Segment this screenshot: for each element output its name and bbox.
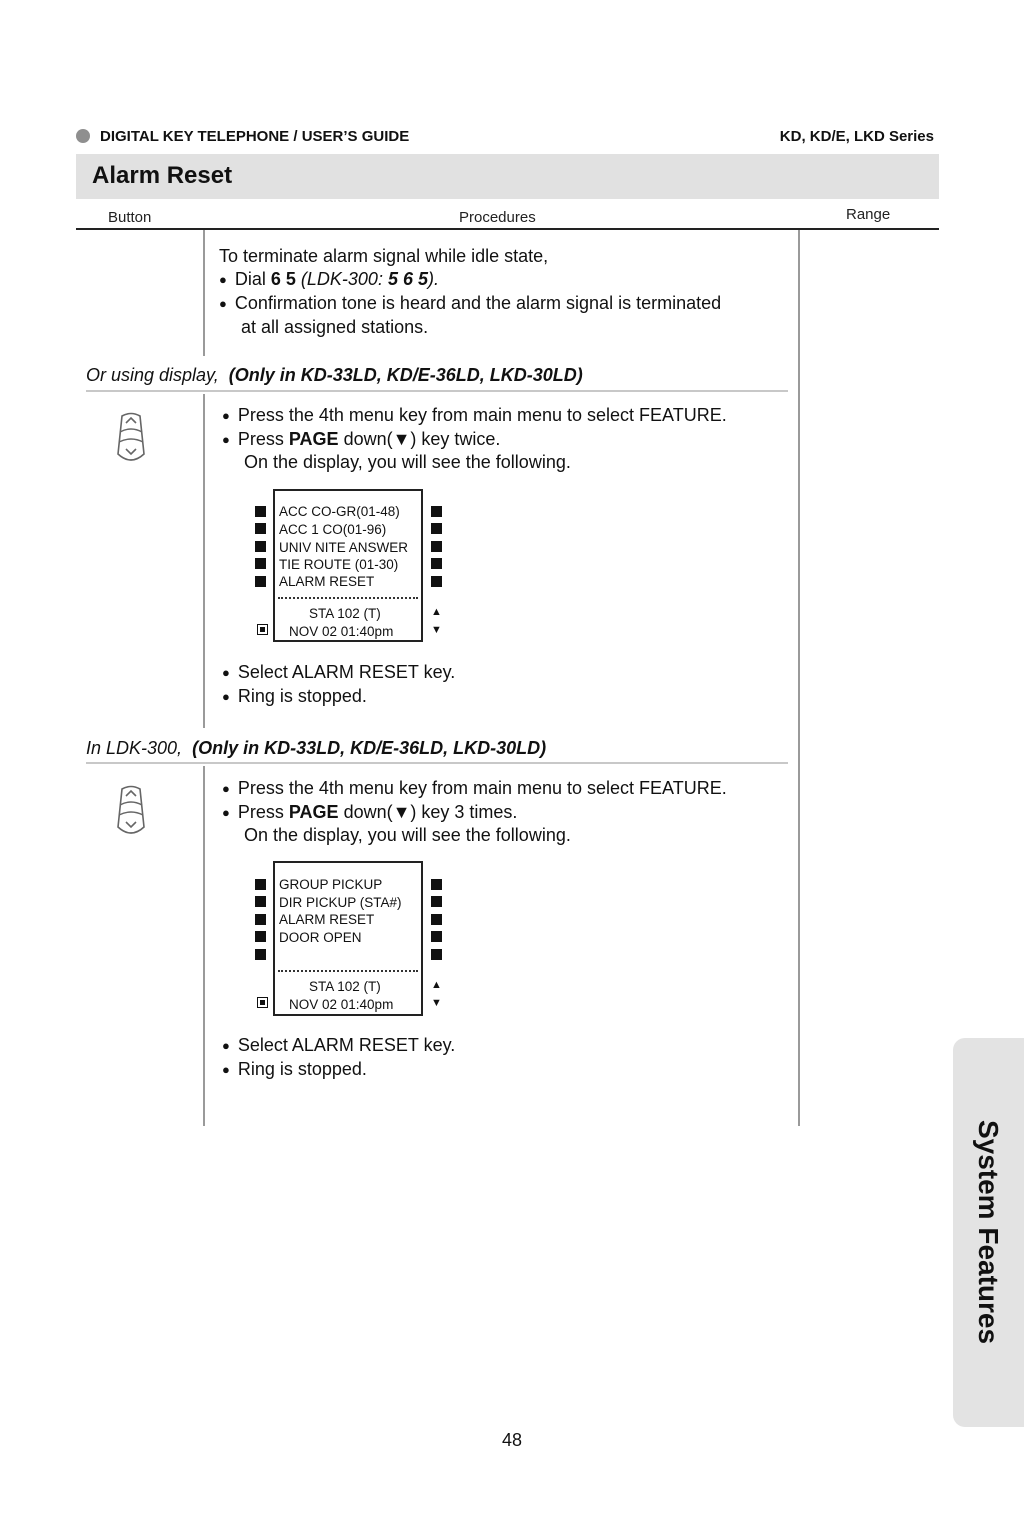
series-label: KD, KD/E, LKD Series bbox=[779, 128, 934, 145]
intro-confirm-continued: at all assigned stations. bbox=[241, 317, 429, 337]
down-arrow-icon: ▼ bbox=[431, 624, 442, 636]
bullet-icon: ● bbox=[219, 296, 227, 311]
soft-key-icon bbox=[255, 879, 266, 890]
lcd-line: ALARM RESET bbox=[279, 574, 375, 589]
lcd-line: ACC 1 CO(01-96) bbox=[279, 522, 387, 537]
bullet-icon: ● bbox=[222, 805, 230, 820]
navigation-key-icon bbox=[110, 783, 152, 841]
soft-key-icon bbox=[431, 576, 442, 587]
intro-dial-step: ● Dial 6 5 (LDK-300: 5 6 5). bbox=[219, 269, 439, 289]
guide-title: DIGITAL KEY TELEPHONE / USER’S GUIDE bbox=[100, 128, 410, 145]
range-divider bbox=[798, 230, 800, 1126]
lcd-line: DOOR OPEN bbox=[279, 930, 362, 945]
soft-key-icon bbox=[431, 931, 442, 942]
section2-step3: ● Select ALARM RESET key. bbox=[222, 1035, 456, 1055]
soft-key-icon bbox=[431, 914, 442, 925]
soft-key-icon bbox=[431, 558, 442, 569]
down-arrow-icon: ▼ bbox=[431, 997, 442, 1009]
page-number: 48 bbox=[501, 1430, 523, 1450]
column-divider bbox=[203, 230, 205, 356]
section1-step2: ● Press PAGE down(▼) key twice. bbox=[222, 429, 501, 449]
soft-key-icon bbox=[255, 914, 266, 925]
section1-step2-note: On the display, you will see the following. bbox=[244, 452, 571, 472]
up-arrow-icon: ▲ bbox=[431, 606, 442, 618]
bullet-icon: ● bbox=[219, 272, 227, 287]
section2-step2-note: On the display, you will see the following. bbox=[244, 825, 571, 845]
intro-lead: To terminate alarm signal while idle state, bbox=[219, 246, 549, 266]
soft-key-icon bbox=[431, 879, 442, 890]
soft-key-icon bbox=[255, 506, 266, 517]
column-header-range: Range bbox=[846, 206, 891, 223]
intro-confirm-step: ● Confirmation tone is heard and the alarm signal is terminated bbox=[219, 293, 722, 313]
header-bullet-icon bbox=[76, 129, 90, 143]
section2-rule bbox=[86, 762, 788, 764]
section1-step3: ● Select ALARM RESET key. bbox=[222, 662, 456, 682]
lcd-display bbox=[273, 489, 423, 642]
up-arrow-icon: ▲ bbox=[431, 979, 442, 991]
soft-key-outline-icon bbox=[257, 997, 268, 1008]
section2-step4: ● Ring is stopped. bbox=[222, 1059, 367, 1079]
lcd-line: UNIV NITE ANSWER bbox=[279, 540, 409, 555]
section2-header: In LDK-300, (Only in KD-33LD, KD/E-36LD, LKD-30LD) bbox=[86, 738, 547, 758]
soft-key-icon bbox=[431, 506, 442, 517]
column-header-procedures: Procedures bbox=[459, 209, 536, 226]
page-title: Alarm Reset bbox=[92, 162, 233, 189]
soft-key-outline-icon bbox=[257, 624, 268, 635]
lcd-line: DIR PICKUP (STA#) bbox=[279, 895, 402, 910]
soft-key-icon bbox=[431, 896, 442, 907]
soft-key-icon bbox=[255, 523, 266, 534]
section2-step2: ● Press PAGE down(▼) key 3 times. bbox=[222, 802, 518, 822]
lcd-datetime: NOV 02 01:40pm bbox=[289, 624, 394, 639]
section2-step1: ● Press the 4th menu key from main menu to select FEATURE. bbox=[222, 778, 727, 798]
bullet-icon: ● bbox=[222, 689, 230, 704]
section1-step1: ● Press the 4th menu key from main menu to select FEATURE. bbox=[222, 405, 727, 425]
navigation-key-icon bbox=[110, 410, 152, 468]
header-rule bbox=[76, 228, 939, 230]
soft-key-icon bbox=[431, 523, 442, 534]
side-tab-label: System Features bbox=[973, 1119, 1004, 1345]
bullet-icon: ● bbox=[222, 1062, 230, 1077]
lcd-divider bbox=[278, 970, 418, 972]
lcd-datetime: NOV 02 01:40pm bbox=[289, 997, 394, 1012]
lcd-line: GROUP PICKUP bbox=[279, 877, 383, 892]
soft-key-icon bbox=[255, 541, 266, 552]
bullet-icon: ● bbox=[222, 408, 230, 423]
bullet-icon: ● bbox=[222, 432, 230, 447]
column-header-button: Button bbox=[108, 209, 152, 226]
bullet-icon: ● bbox=[222, 665, 230, 680]
soft-key-icon bbox=[255, 576, 266, 587]
lcd-line: TIE ROUTE (01-30) bbox=[279, 557, 399, 572]
soft-key-icon bbox=[431, 949, 442, 960]
lcd-divider bbox=[278, 597, 418, 599]
section1-rule bbox=[86, 390, 788, 392]
section1-header: Or using display, (Only in KD-33LD, KD/E-36LD, LKD-30LD) bbox=[86, 365, 583, 385]
lcd-display bbox=[273, 861, 423, 1016]
lcd-line: ACC CO-GR(01-48) bbox=[279, 504, 400, 519]
bullet-icon: ● bbox=[222, 781, 230, 796]
soft-key-icon bbox=[431, 541, 442, 552]
lcd-line: ALARM RESET bbox=[279, 912, 375, 927]
column-divider bbox=[203, 766, 205, 1126]
lcd-station: STA 102 (T) bbox=[309, 606, 381, 621]
soft-key-icon bbox=[255, 896, 266, 907]
bullet-icon: ● bbox=[222, 1038, 230, 1053]
soft-key-icon bbox=[255, 931, 266, 942]
section1-step4: ● Ring is stopped. bbox=[222, 686, 367, 706]
soft-key-icon bbox=[255, 558, 266, 569]
soft-key-icon bbox=[255, 949, 266, 960]
lcd-station: STA 102 (T) bbox=[309, 979, 381, 994]
column-divider bbox=[203, 394, 205, 728]
